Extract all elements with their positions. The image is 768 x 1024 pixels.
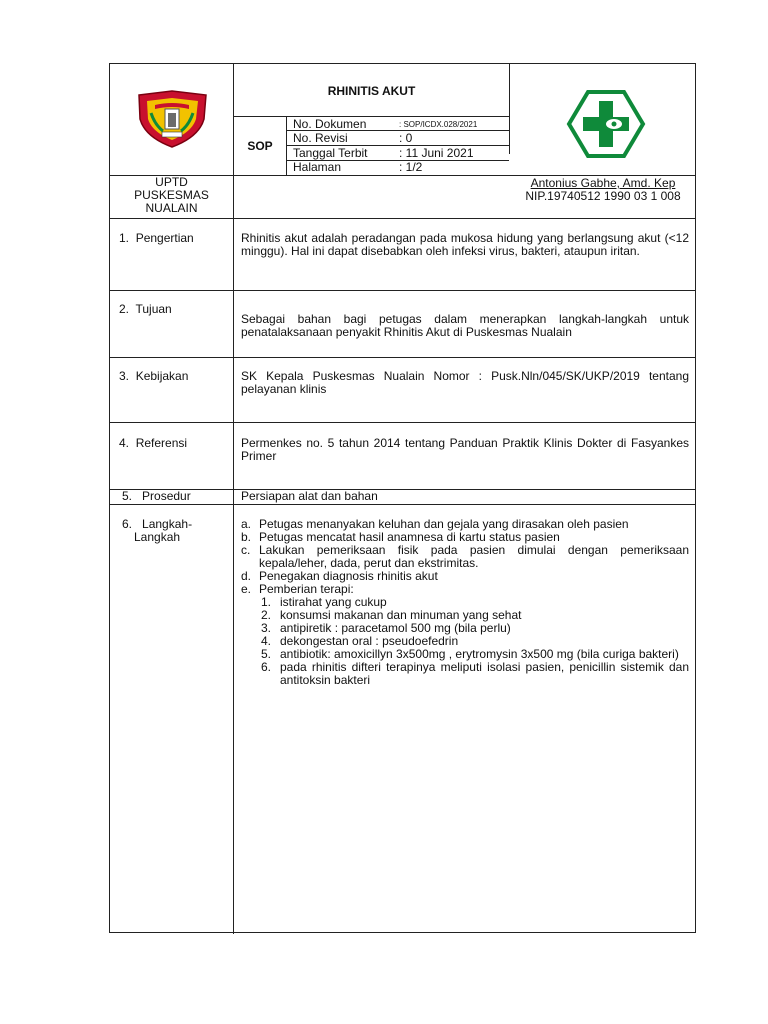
puskesmas-logo [566, 89, 646, 159]
section-text: Persiapan alat dan bahan [241, 489, 378, 503]
list-item: 4. dekongestan oral : pseudoefedrin [261, 634, 459, 648]
list-item: e. Pemberian terapi: [241, 582, 354, 596]
section-label: 2. Tujuan [119, 302, 172, 316]
therapy-list [261, 596, 689, 687]
row-divider [110, 218, 695, 219]
list-item: 5. antibiotik: amoxicillyn 3x500mg , erytromysin 3x500 mg (bila curiga bakteri) [261, 647, 679, 661]
meta-value: : 0 [399, 131, 413, 145]
signer-block [511, 177, 695, 203]
row-divider [110, 422, 695, 423]
meta-value: : 1/2 [399, 160, 423, 174]
sop-title: RHINITIS AKUT [327, 84, 416, 98]
list-item: c. Lakukan pemeriksaan fisik pada pasien dimulai dengan pemeriksaan kepala/leher, dada, perut dan ekstrimitas. [241, 543, 689, 570]
list-item: 3. antipiretik : paracetamol 500 mg (bila perlu) [261, 621, 511, 635]
list-item: b. Petugas mencatat hasil anamnesa di kartu status pasien [241, 530, 560, 544]
meta-label: No. Dokumen [293, 117, 367, 131]
row-divider [110, 290, 695, 291]
sop-document [109, 63, 696, 933]
section-label: 4. Referensi [119, 436, 188, 450]
section-label: 6. Langkah- Langkah [122, 517, 193, 544]
meta-value: : SOP/ICDX.028/2021 [399, 120, 478, 129]
row-divider [110, 357, 695, 358]
list-item: a. Petugas menanyakan keluhan dan gejala yang dirasakan oleh pasien [241, 517, 629, 531]
section-text: Permenkes no. 5 tahun 2014 tentang Panduan Praktik Klinis Dokter di Fasyankes Primer [241, 436, 689, 463]
section-text: SK Kepala Puskesmas Nualain Nomor : Pusk.Nln/045/SK/UKP/2019 tentang pelayanan klinis [241, 369, 689, 396]
list-item: 6. pada rhinitis difteri terapinya meliputi isolasi pasien, penicillin sistemik dan antitoksin bakteri [261, 660, 689, 687]
procedure-steps [241, 518, 689, 687]
section-label: 3. Kebijakan [119, 369, 189, 383]
list-item: 2. konsumsi makanan dan minuman yang sehat [261, 608, 522, 622]
signer-nip: NIP.19740512 1990 03 1 008 [525, 189, 681, 203]
section-text: Rhinitis akut adalah peradangan pada mukosa hidung yang berlangsung akut (<12 minggu). Hal ini dapat disebabkan oleh infeksi virus, bakteri, ataupun iritan. [241, 231, 689, 258]
section-text: Sebagai bahan bagi petugas dalam menerapkan langkah-langkah untuk penatalaksanaan penyakit Rhinitis Akut di Puskesmas Nualain [241, 312, 689, 339]
organization-name: UPTD PUSKESMAS NUALAIN [134, 175, 209, 215]
section-label: 1. Pengertian [119, 231, 194, 245]
title-divider [233, 116, 509, 117]
sop-label: SOP [247, 139, 273, 153]
header-divider-right [509, 64, 510, 154]
list-item: d. Penegakan diagnosis rhinitis akut [241, 569, 438, 583]
regency-logo [135, 89, 210, 149]
meta-label: No. Revisi [293, 131, 348, 145]
list-item: 1. istirahat yang cukup [261, 595, 387, 609]
signer-name: Antonius Gabhe, Amd. Kep [530, 176, 676, 190]
section-label: 5. Prosedur [122, 489, 191, 503]
row-divider [110, 504, 695, 505]
meta-label: Tanggal Terbit [293, 146, 368, 160]
meta-label: Halaman [293, 160, 342, 174]
meta-value: : 11 Juni 2021 [399, 146, 474, 160]
column-divider [233, 64, 234, 934]
